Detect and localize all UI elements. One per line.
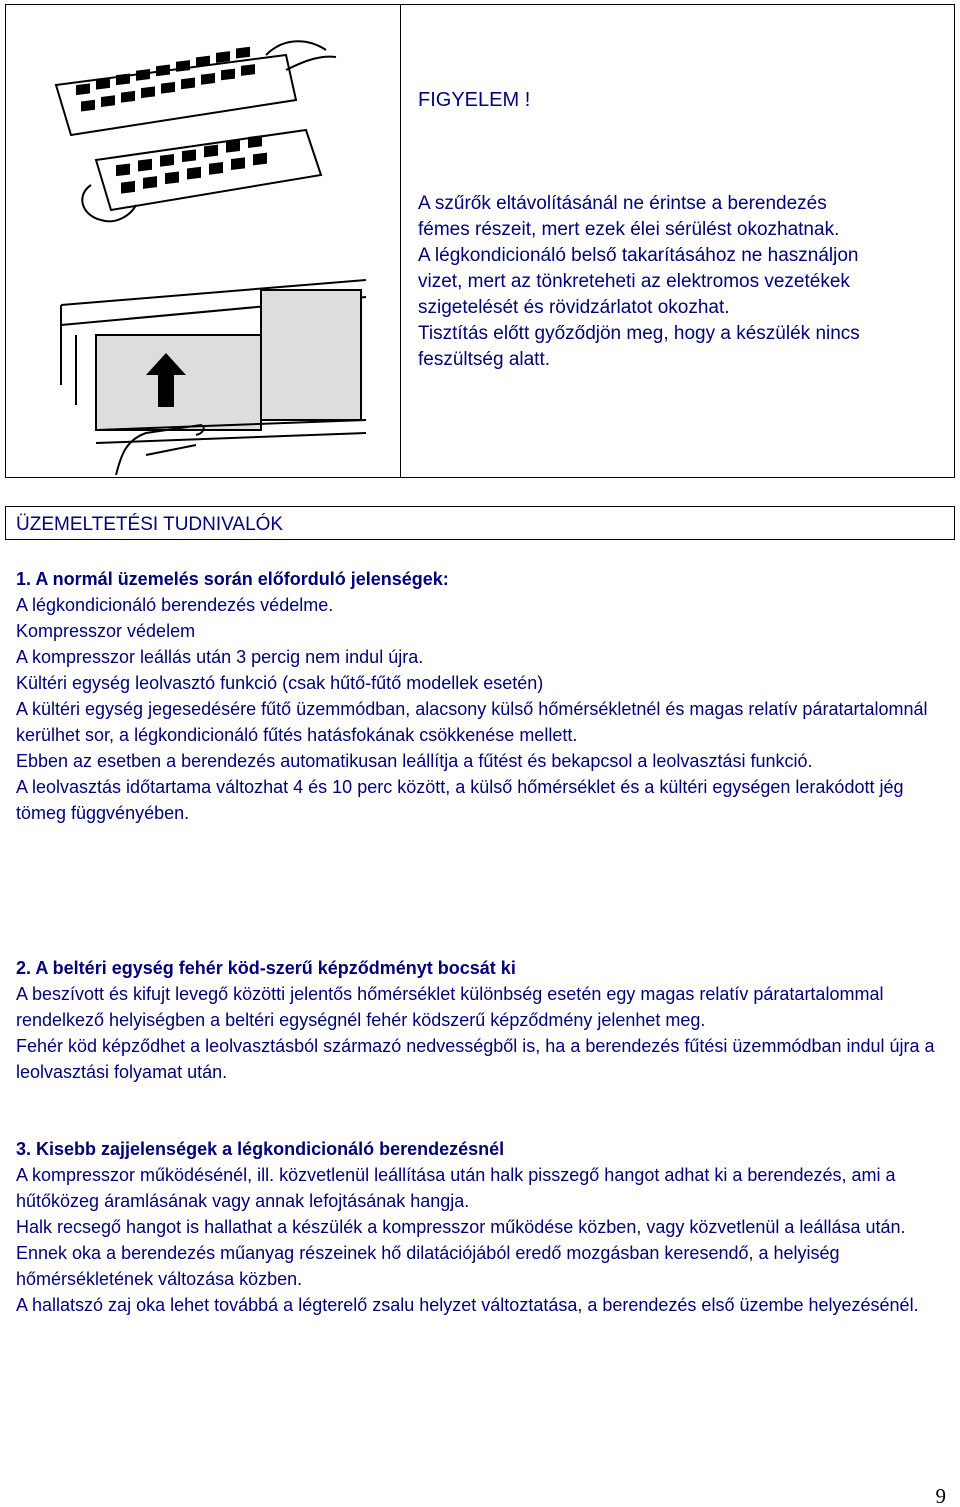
item-2-line: A beszívott és kifujt levegő közötti jelentős hőmérséklet különbség esetén egy magas relatív páratartalommal rendelkező helyiségben a beltéri egységnél fehér ködszerű képződmény jelenhet meg. <box>16 984 884 1030</box>
item-3-line: Halk recsegő hangot is hallathat a készülék a kompresszor működése közben, vagy közvetlenül a leállása után. Ennek oka a berendezés műanyag részeinek hő dilatációjából eredő mozgásban keresendő, a helyiség hőmérsékletének változása közben. <box>16 1217 906 1289</box>
item-3-line: A hallatszó zaj oka lehet továbbá a légterelő zsalu helyzet változtatása, a berendezés első üzembe helyezésénél. <box>16 1295 919 1315</box>
item-2-line: Fehér köd képződhet a leolvasztásból származó nedvességből is, ha a berendezés fűtési üzemmódban indul újra a leolvasztási folyamat után. <box>16 1036 935 1082</box>
item-1-line: Ebben az esetben a berendezés automatikusan leállítja a fűtést és bekapcsol a leolvasztási funkció. <box>16 751 813 771</box>
item-1-line: A kompresszor leállás után 3 percig nem indul újra. <box>16 647 424 667</box>
filter-panel-top-icon <box>56 41 336 135</box>
warning-title: FIGYELEM ! <box>418 89 531 111</box>
item-2 <box>16 955 946 1085</box>
warning-box <box>5 4 955 478</box>
item-1-line: Kültéri egység leolvasztó funkció (csak hűtő-fűtő modellek esetén) <box>16 673 544 693</box>
warning-text: A szűrők eltávolításánál ne érintse a berendezés fémes részeit, mert ezek élei sérülést okozhatnak. A légkondicionáló belső takarításához ne használjon vizet, mert az tönkreteheti az elektromos vezetékek szigetelését és rövidzárlatot okozhat. Tisztítás előtt győződjön meg, hogy a készülék nincs feszültség alatt. <box>418 193 860 370</box>
indoor-unit-icon <box>61 280 366 443</box>
box-divider <box>400 5 401 477</box>
item-1-line: Kompresszor védelem <box>16 621 196 641</box>
item-3-title: 3. Kisebb zajjelenségek a légkondicionáló berendezésnél <box>16 1139 505 1159</box>
page-number: 9 <box>935 1484 946 1507</box>
filter-removal-illustration <box>36 35 376 475</box>
item-1-line: A kültéri egység jegesedésére fűtő üzemmódban, alacsony külső hőmérsékletnél és magas relatív páratartalomnál kerülhet sor, a légkondicionáló fűtés hatásfokának csökkenése mellett. <box>16 699 928 745</box>
item-3-line: A kompresszor működésénél, ill. közvetlenül leállítása után halk pisszegő hangot adhat ki a berendezés, ami a hűtőközeg áramlásának vagy annak lefojtásának hangja. <box>16 1165 896 1211</box>
item-1-title: 1. A normál üzemelés során előforduló jelenségek: <box>16 569 449 589</box>
filter-panel-bottom-icon <box>82 130 321 221</box>
item-1 <box>16 566 946 826</box>
item-1-line: A leolvasztás időtartama változhat 4 és 10 perc között, a külső hőmérséklet és a kültéri egységen lerakódott jég tömeg függvényében. <box>16 777 904 823</box>
item-1-line: A légkondicionáló berendezés védelme. <box>16 595 334 615</box>
item-3 <box>16 1136 946 1318</box>
hand-icon <box>116 425 204 475</box>
section-heading: ÜZEMELTETÉSI TUDNIVALÓK <box>5 506 955 540</box>
item-2-title: 2. A beltéri egység fehér köd-szerű képződményt bocsát ki <box>16 958 516 978</box>
